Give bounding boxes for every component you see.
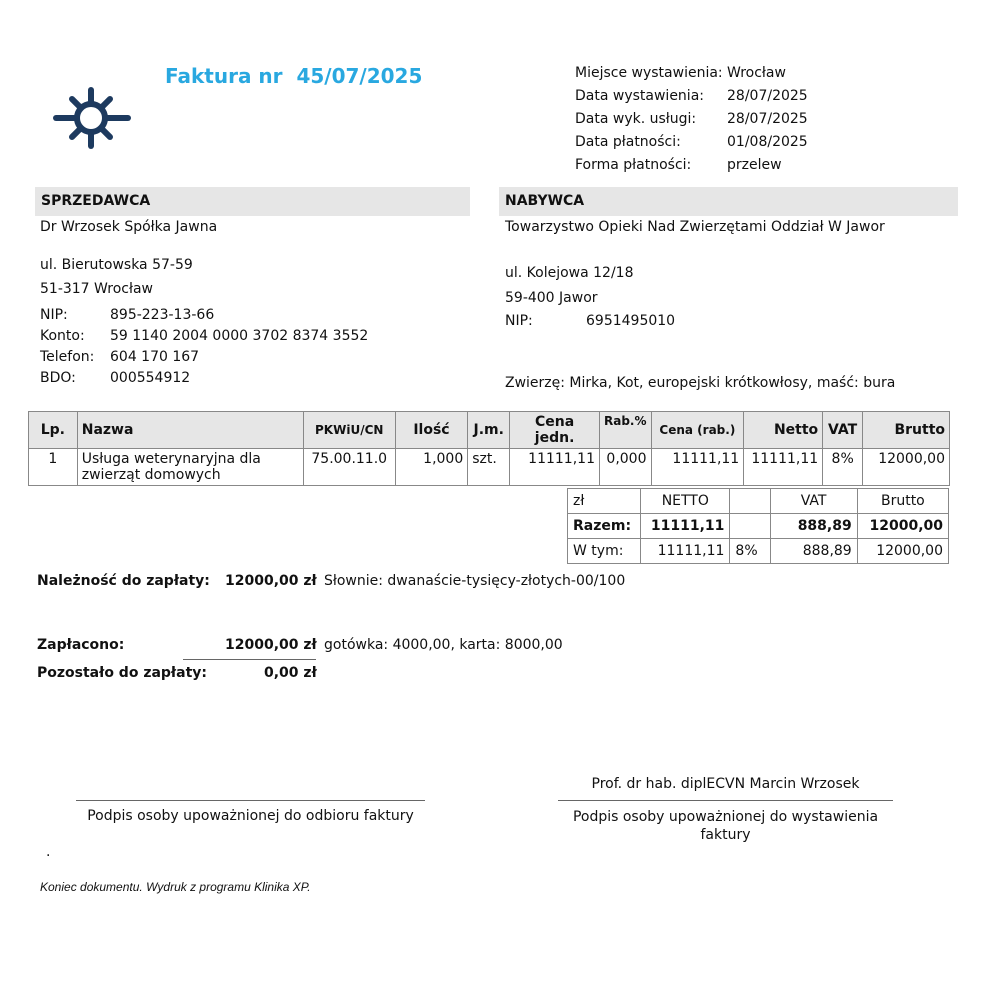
- summary-vat-header: VAT: [770, 489, 857, 514]
- cell-price-disc: 11111,11: [651, 449, 744, 486]
- seller-bdo-label: BDO:: [40, 370, 76, 386]
- cell-unit: szt.: [468, 449, 510, 486]
- cell-discount: 0,000: [599, 449, 651, 486]
- summary-breakdown-vat: 888,89: [770, 539, 857, 564]
- table-row: [29, 449, 950, 486]
- issuer-signature-line: [558, 800, 893, 801]
- meta-issue-date-row: Data wystawienia: 28/07/2025: [575, 88, 808, 104]
- summary-breakdown-label: W tym:: [568, 539, 641, 564]
- summary-breakdown-row: [568, 539, 949, 564]
- paid-amount: 12000,00 zł: [225, 637, 317, 653]
- summary-breakdown-brutto: 12000,00: [857, 539, 948, 564]
- paid-detail: gotówka: 4000,00, karta: 8000,00: [324, 637, 563, 653]
- col-brutto: Brutto: [863, 412, 950, 449]
- col-name: Nazwa: [77, 412, 303, 449]
- paid-label: Zapłacono:: [37, 637, 125, 653]
- buyer-nip-label: NIP:: [505, 313, 533, 329]
- seller-bdo: 000554912: [110, 370, 191, 386]
- col-price-disc: Cena (rab.): [651, 412, 744, 449]
- buyer-animal: Zwierzę: Mirka, Kot, europejski krótkowłosy, maść: bura: [505, 375, 896, 391]
- buyer-city: 59-400 Jawor: [505, 290, 598, 306]
- col-lp: Lp.: [29, 412, 78, 449]
- summary-brutto-header: Brutto: [857, 489, 948, 514]
- summary-total-vat: 888,89: [770, 514, 857, 539]
- issuer-name: Prof. dr hab. diplECVN Marcin Wrzosek: [591, 776, 860, 792]
- buyer-street: ul. Kolejowa 12/18: [505, 265, 634, 281]
- seller-city: 51-317 Wrocław: [40, 281, 153, 297]
- summary-table: [567, 488, 949, 564]
- summary-total-label: Razem:: [568, 514, 641, 539]
- col-unit: J.m.: [468, 412, 510, 449]
- remaining-amount: 0,00 zł: [264, 665, 317, 681]
- meta-place-row: Miejsce wystawienia: Wrocław: [575, 65, 786, 81]
- summary-total-row: [568, 514, 949, 539]
- cell-name: Usługa weterynaryjna dla zwierząt domowych: [77, 449, 303, 486]
- seller-account-label: Konto:: [40, 328, 85, 344]
- cell-qty: 1,000: [395, 449, 468, 486]
- seller-phone: 604 170 167: [110, 349, 200, 365]
- seller-nip-label: NIP:: [40, 307, 68, 323]
- meta-payment-form-row: Forma płatności: przelew: [575, 157, 782, 173]
- clinic-logo-icon: [52, 82, 132, 152]
- seller-street: ul. Bierutowska 57-59: [40, 257, 193, 273]
- summary-total-netto: 11111,11: [641, 514, 730, 539]
- summary-breakdown-rate: 8%: [730, 539, 770, 564]
- seller-account: 59 1140 2004 0000 3702 8374 3552: [110, 328, 369, 344]
- buyer-header: NABYWCA: [499, 187, 958, 216]
- remaining-label: Pozostało do zapłaty:: [37, 665, 207, 681]
- invoice-meta: [575, 62, 808, 177]
- meta-payment-date-row: Data płatności: 01/08/2025: [575, 134, 808, 150]
- meta-service-date-row: Data wyk. usługi: 28/07/2025: [575, 111, 808, 127]
- buyer-nip: 6951495010: [586, 313, 676, 329]
- cell-vat: 8%: [823, 449, 863, 486]
- summary-currency: zł: [568, 489, 641, 514]
- paid-divider: [183, 659, 316, 660]
- seller-nip: 895-223-13-66: [110, 307, 215, 323]
- invoice-title: [165, 64, 422, 88]
- cell-pkwiu: 75.00.11.0: [303, 449, 395, 486]
- cell-brutto: 12000,00: [863, 449, 950, 486]
- due-amount: 12000,00 zł: [225, 573, 317, 589]
- receiver-signature-line: [76, 800, 425, 801]
- seller-name: Dr Wrzosek Spółka Jawna: [40, 219, 218, 235]
- buyer-name: Towarzystwo Opieki Nad Zwierzętami Oddział W Jawor: [505, 219, 885, 235]
- col-qty: Ilość: [395, 412, 468, 449]
- col-discount: Rab.%: [599, 412, 651, 449]
- invoice-number: 45/07/2025: [296, 64, 423, 88]
- cell-netto: 11111,11: [744, 449, 823, 486]
- col-price: Cena jedn.: [510, 412, 600, 449]
- summary-header-row: [568, 489, 949, 514]
- due-words: Słownie: dwanaście-tysięcy-złotych-00/100: [324, 573, 626, 589]
- col-netto: Netto: [744, 412, 823, 449]
- issuer-signature-caption: Podpis osoby upoważnionej do wystawienia faktury: [572, 809, 879, 843]
- cell-price: 11111,11: [510, 449, 600, 486]
- cell-lp: 1: [29, 449, 78, 486]
- receiver-signature-caption: Podpis osoby upoważnionej do odbioru faktury: [87, 808, 414, 824]
- col-vat: VAT: [823, 412, 863, 449]
- col-pkwiu: PKWiU/CN: [303, 412, 395, 449]
- items-table: [28, 411, 950, 486]
- summary-total-brutto: 12000,00: [857, 514, 948, 539]
- items-header-row: [29, 412, 950, 449]
- due-label: Należność do zapłaty:: [37, 573, 210, 589]
- seller-phone-label: Telefon:: [40, 349, 95, 365]
- seller-header: SPRZEDAWCA: [35, 187, 470, 216]
- stray-dot: .: [46, 844, 51, 860]
- summary-breakdown-netto: 11111,11: [641, 539, 730, 564]
- summary-netto-header: NETTO: [641, 489, 730, 514]
- invoice-title-prefix: Faktura nr: [165, 64, 283, 88]
- document-footer: Koniec dokumentu. Wydruk z programu Klinika XP.: [40, 880, 311, 894]
